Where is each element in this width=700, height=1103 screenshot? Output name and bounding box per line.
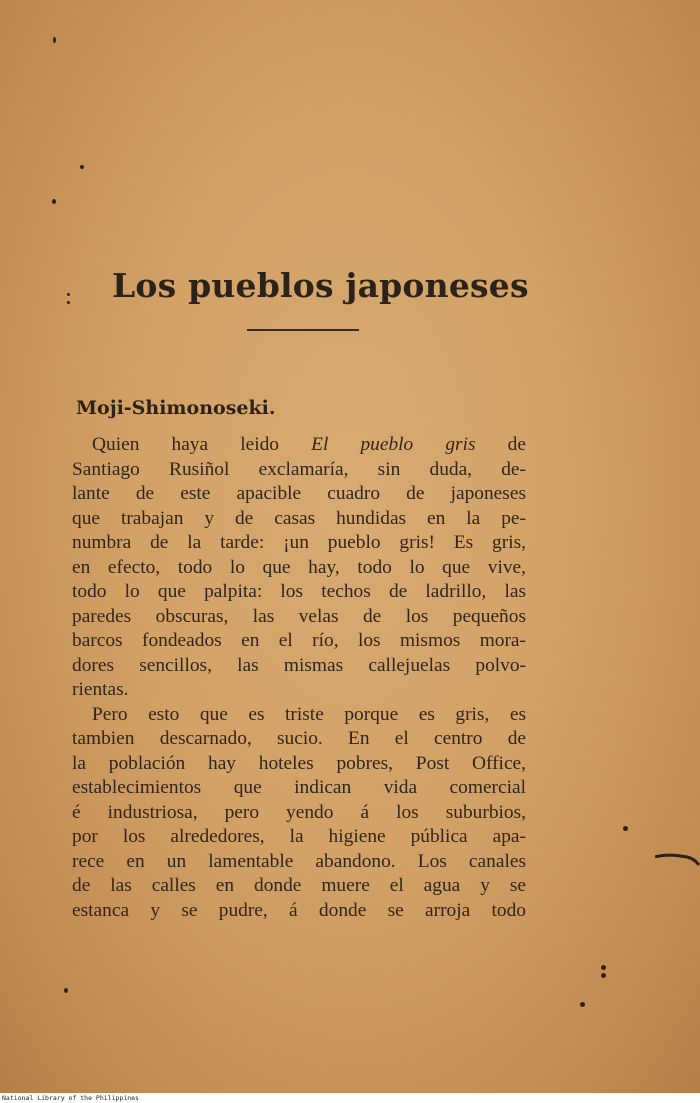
text-line: paredes obscuras, las velas de los pequeños	[72, 605, 526, 627]
text-line: que trabajan y de casas hundidas en la pe-	[72, 507, 526, 529]
ink-spot	[601, 973, 606, 978]
text-line: estanca y se pudre, á donde se arroja todo	[72, 899, 526, 921]
section-heading: Moji-Shimonoseki.	[76, 397, 276, 419]
body-text	[72, 433, 526, 923]
ink-spot	[52, 199, 56, 204]
text-line: de las calles en donde muere el agua y se	[72, 875, 526, 896]
library-credit: National Library of the Philippines	[0, 1093, 700, 1103]
ink-spot	[80, 165, 84, 169]
title-rule	[247, 329, 359, 331]
ink-spot	[623, 826, 628, 831]
ink-spot	[580, 1002, 585, 1007]
ink-spot	[67, 301, 70, 304]
chapter-title: Los pueblos japoneses	[112, 266, 529, 305]
text-line: la población hay hoteles pobres, Post Office,	[72, 752, 526, 774]
ink-spot	[601, 965, 606, 970]
text-line: Santiago Rusiñol exclamaría, sin duda, de-	[72, 458, 526, 480]
book-title: El pueblo gris	[311, 434, 476, 455]
ink-mark	[655, 850, 700, 870]
text-line: todo lo que palpita: los techos de ladrillo, las	[72, 581, 526, 602]
text-line: Quien haya leido El pueblo gris de	[92, 434, 526, 455]
ink-spot	[67, 293, 70, 296]
text-line: numbra de la tarde: ¡un pueblo gris! Es gris,	[72, 532, 526, 553]
text-line: en efecto, todo lo que hay, todo lo que vive,	[72, 556, 526, 578]
text-line: por los alrededores, la higiene pública apa-	[72, 826, 526, 847]
text-line: rientas.	[72, 679, 129, 700]
text-line: é industriosa, pero yendo á los suburbios,	[72, 801, 526, 823]
ink-spot	[53, 37, 56, 43]
text-line: dores sencillos, las mismas callejuelas polvo-	[72, 654, 526, 676]
text-line: Pero esto que es triste porque es gris, es	[92, 703, 526, 725]
text-line: lante de este apacible cuadro de japoneses	[72, 483, 526, 504]
text-line: rece en un lamentable abandono. Los canales	[72, 850, 526, 872]
text-line: establecimientos que indican vida comercial	[72, 777, 526, 798]
text-line: tambien descarnado, sucio. En el centro de	[72, 728, 526, 749]
text-line: barcos fondeados en el río, los mismos mora-	[72, 630, 526, 651]
ink-spot	[64, 988, 68, 993]
